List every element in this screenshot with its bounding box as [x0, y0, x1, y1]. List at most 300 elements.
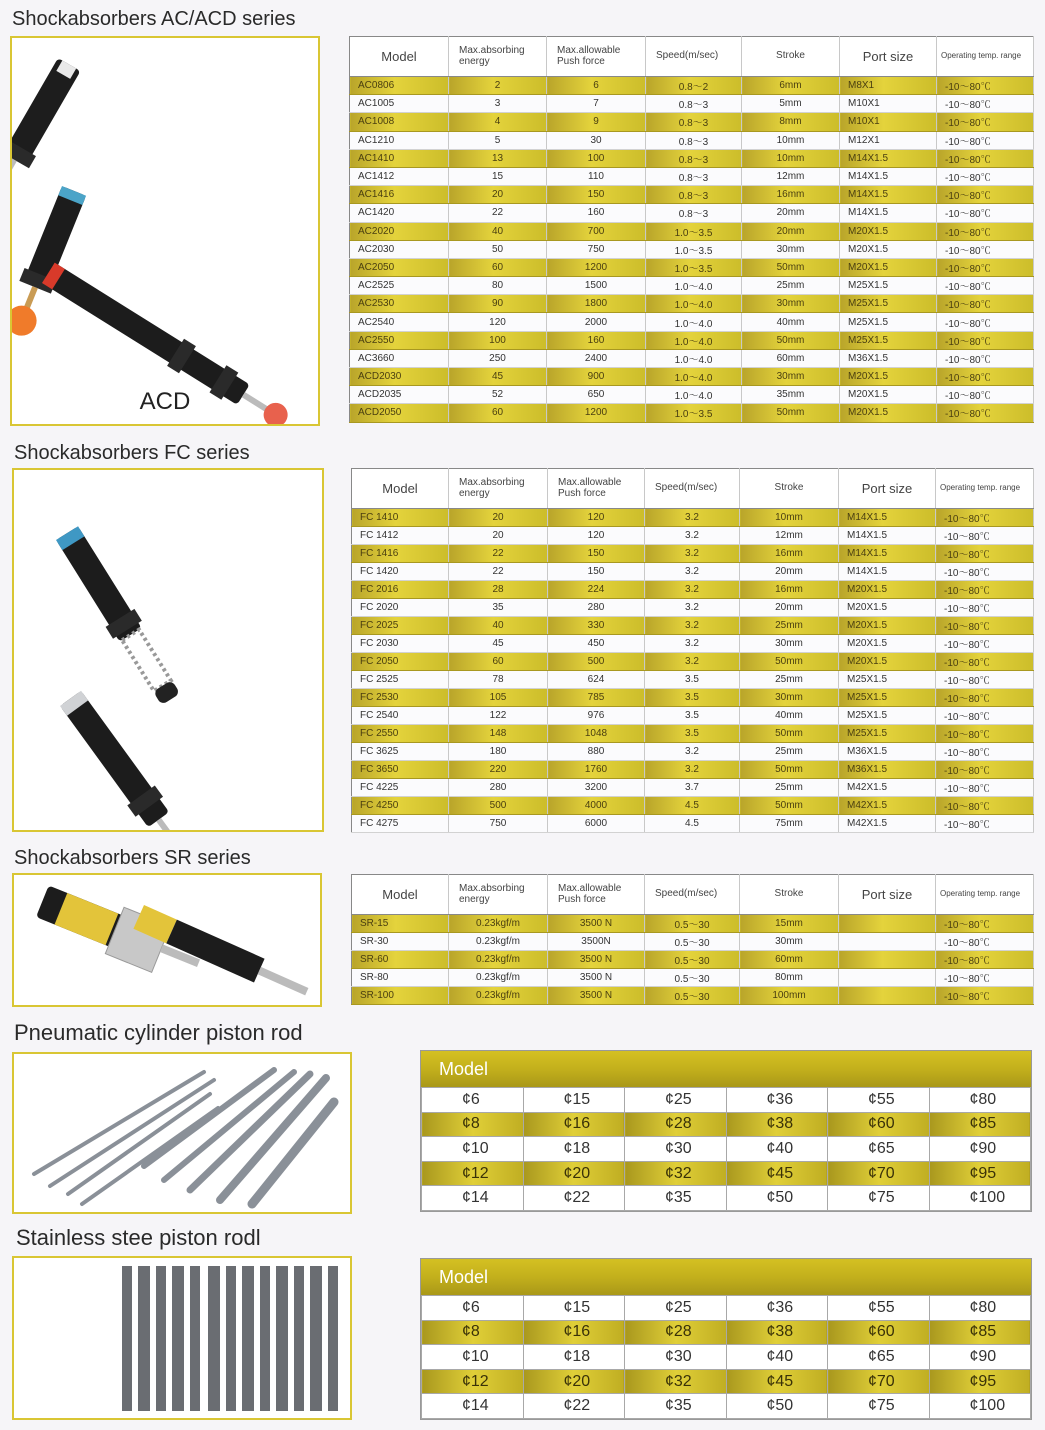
table-row [350, 313, 1034, 331]
cell-energy: 5 [449, 131, 547, 149]
cell-energy: 750 [449, 815, 548, 833]
rod-diameter-cell: ¢65 [828, 1345, 930, 1370]
rod-diameter-cell: ¢85 [929, 1320, 1031, 1345]
cell-model: FC 2525 [352, 671, 449, 689]
cell-speed: 0.5～30 [645, 933, 740, 951]
cell-port: M25X1.5 [839, 725, 936, 743]
table-row [352, 761, 1034, 779]
table-row [352, 815, 1034, 833]
cell-port: M36X1.5 [840, 349, 937, 367]
cell-stroke: 12mm [742, 167, 840, 185]
cell-port: M8X1 [840, 77, 937, 95]
fc-product-photo [12, 468, 324, 832]
cell-energy: 13 [449, 149, 547, 167]
cell-speed: 4.5 [645, 815, 740, 833]
rod-diameter-cell: ¢28 [625, 1112, 727, 1137]
cell-force: 6000 [548, 815, 645, 833]
table-row [350, 258, 1034, 276]
cell-temp: -10～80℃ [936, 581, 1034, 599]
cell-force: 4000 [548, 797, 645, 815]
cell-stroke: 20mm [740, 563, 839, 581]
cell-force: 450 [548, 635, 645, 653]
cell-port: M25X1.5 [839, 689, 936, 707]
cell-energy: 22 [449, 563, 548, 581]
cell-model: SR-15 [352, 915, 449, 933]
cell-stroke: 50mm [742, 331, 840, 349]
cell-temp: -10～80℃ [936, 635, 1034, 653]
rod-diameter-cell: ¢15 [523, 1088, 625, 1113]
cell-speed: 0.8～3 [646, 186, 742, 204]
cell-port: M36X1.5 [839, 743, 936, 761]
cell-speed: 1.0～4.0 [646, 386, 742, 404]
cell-stroke: 8mm [742, 113, 840, 131]
table-row [422, 1088, 1031, 1113]
table-row [350, 222, 1034, 240]
rod-diameter-cell: ¢55 [828, 1088, 930, 1113]
rod-diameter-cell: ¢95 [929, 1369, 1031, 1394]
cell-energy: 120 [449, 313, 547, 331]
col-temp: Operating temp. range [937, 37, 1034, 77]
rod-diameter-cell: ¢8 [422, 1112, 524, 1137]
cell-stroke: 40mm [742, 313, 840, 331]
cell-stroke: 30mm [742, 368, 840, 386]
rod-diameter-cell: ¢85 [929, 1112, 1031, 1137]
table-row [352, 707, 1034, 725]
cell-stroke: 16mm [742, 186, 840, 204]
cell-model: FC 1416 [352, 545, 449, 563]
rod-diameter-cell: ¢70 [828, 1369, 930, 1394]
cell-stroke: 50mm [742, 404, 840, 422]
table-row [422, 1394, 1031, 1419]
cell-port: M20X1.5 [840, 240, 937, 258]
rod-diameter-cell: ¢30 [625, 1345, 727, 1370]
shock-absorber-image [14, 470, 322, 830]
cell-port: M14X1.5 [840, 149, 937, 167]
cell-temp: -10～80℃ [936, 743, 1034, 761]
cell-energy: 90 [449, 295, 547, 313]
sr-section-title: Shockabsorbers SR series [14, 847, 251, 869]
cell-energy: 28 [449, 581, 548, 599]
cell-port: M20X1.5 [840, 368, 937, 386]
rod-diameter-cell: ¢32 [625, 1369, 727, 1394]
table-row [352, 797, 1034, 815]
cell-port: M12X1 [840, 131, 937, 149]
cell-speed: 1.0～4.0 [646, 349, 742, 367]
cell-force: 3500 N [548, 915, 645, 933]
cell-temp: -10～80℃ [936, 815, 1034, 833]
cell-force: 330 [548, 617, 645, 635]
cell-port: M20X1.5 [840, 404, 937, 422]
cell-speed: 3.2 [645, 581, 740, 599]
cell-port [839, 969, 936, 987]
cell-stroke: 100mm [740, 987, 839, 1005]
table-row [352, 743, 1034, 761]
cell-temp: -10～80℃ [936, 951, 1034, 969]
table-row [352, 725, 1034, 743]
cell-stroke: 30mm [740, 635, 839, 653]
rod-diameter-cell: ¢60 [828, 1112, 930, 1137]
cell-force: 1760 [548, 761, 645, 779]
rod-diameter-cell: ¢65 [828, 1137, 930, 1162]
cell-speed: 0.8～3 [646, 167, 742, 185]
cell-temp: -10～80℃ [937, 149, 1034, 167]
rod-diameter-cell: ¢18 [523, 1345, 625, 1370]
cell-force: 500 [548, 653, 645, 671]
cell-energy: 100 [449, 331, 547, 349]
cell-stroke: 20mm [742, 204, 840, 222]
col-force: Max.allowable Push force [547, 37, 646, 77]
table-row [350, 331, 1034, 349]
cell-temp: -10～80℃ [936, 689, 1034, 707]
cell-port: M10X1 [840, 95, 937, 113]
cell-temp: -10～80℃ [936, 797, 1034, 815]
cell-model: AC2530 [350, 295, 449, 313]
rod-diameter-cell: ¢10 [422, 1137, 524, 1162]
cell-temp: -10～80℃ [937, 95, 1034, 113]
rod-diameter-cell: ¢100 [929, 1394, 1031, 1419]
cell-speed: 3.2 [645, 527, 740, 545]
cell-temp: -10～80℃ [937, 404, 1034, 422]
col-speed: Speed(m/sec) [645, 469, 740, 509]
cell-model: FC 4250 [352, 797, 449, 815]
cell-model: FC 1410 [352, 509, 449, 527]
table-row [422, 1320, 1031, 1345]
cell-stroke: 30mm [740, 689, 839, 707]
rod-diameter-cell: ¢6 [422, 1088, 524, 1113]
cell-temp: -10～80℃ [936, 509, 1034, 527]
shock-absorber-image [12, 38, 318, 424]
cell-energy: 60 [449, 404, 547, 422]
rod-diameter-cell: ¢35 [625, 1394, 727, 1419]
cell-stroke: 35mm [742, 386, 840, 404]
cell-force: 6 [547, 77, 646, 95]
cell-force: 1500 [547, 277, 646, 295]
col-speed: Speed(m/sec) [646, 37, 742, 77]
cell-speed: 3.2 [645, 761, 740, 779]
rod-diameter-cell: ¢55 [828, 1296, 930, 1321]
rod-diameter-cell: ¢100 [929, 1186, 1031, 1211]
table-row [352, 779, 1034, 797]
cell-speed: 0.8～2 [646, 77, 742, 95]
rod-diameter-cell: ¢16 [523, 1320, 625, 1345]
rod-diameter-cell: ¢32 [625, 1161, 727, 1186]
cell-force: 880 [548, 743, 645, 761]
cell-force: 3500 N [548, 987, 645, 1005]
rod-diameter-cell: ¢6 [422, 1296, 524, 1321]
cell-temp: -10～80℃ [936, 545, 1034, 563]
cell-model: AC2050 [350, 258, 449, 276]
table-row [352, 545, 1034, 563]
cell-speed: 0.8～3 [646, 149, 742, 167]
shock-absorber-image [14, 875, 320, 1005]
col-energy: Max.absorbing energy [449, 37, 547, 77]
cell-port: M42X1.5 [839, 797, 936, 815]
cell-force: 120 [548, 509, 645, 527]
cell-model: FC 2540 [352, 707, 449, 725]
cell-port: M14X1.5 [839, 563, 936, 581]
cell-port: M25X1.5 [840, 313, 937, 331]
cell-model: AC2020 [350, 222, 449, 240]
cell-speed: 3.2 [645, 743, 740, 761]
cell-force: 750 [547, 240, 646, 258]
cell-force: 3500 N [548, 951, 645, 969]
col-model: Model [352, 875, 449, 915]
fc-section-title: Shockabsorbers FC series [14, 442, 250, 464]
cell-port [839, 933, 936, 951]
cell-speed: 0.8～3 [646, 204, 742, 222]
pneumatic-rod-photo [12, 1052, 352, 1214]
cell-speed: 3.5 [645, 725, 740, 743]
cell-force: 100 [547, 149, 646, 167]
cell-temp: -10～80℃ [936, 969, 1034, 987]
cell-stroke: 25mm [742, 277, 840, 295]
table-row [350, 204, 1034, 222]
cell-stroke: 50mm [740, 725, 839, 743]
cell-model: AC1008 [350, 113, 449, 131]
cell-port [839, 915, 936, 933]
cell-speed: 0.8～3 [646, 113, 742, 131]
cell-speed: 0.5～30 [645, 951, 740, 969]
rod-diameter-cell: ¢15 [523, 1296, 625, 1321]
sr-spec-table [351, 874, 1034, 1005]
cell-temp: -10～80℃ [937, 277, 1034, 295]
cell-temp: -10～80℃ [937, 349, 1034, 367]
cell-energy: 15 [449, 167, 547, 185]
cell-temp: -10～80℃ [936, 599, 1034, 617]
cell-port: M20X1.5 [839, 599, 936, 617]
rod-diameter-cell: ¢90 [929, 1137, 1031, 1162]
stainless-model-header: Model [421, 1259, 1031, 1295]
cell-model: AC1210 [350, 131, 449, 149]
col-model: Model [350, 37, 449, 77]
cell-model: AC2030 [350, 240, 449, 258]
rod-diameter-cell: ¢40 [726, 1137, 828, 1162]
cell-speed: 0.8～3 [646, 131, 742, 149]
table-row [350, 149, 1034, 167]
rod-diameter-cell: ¢16 [523, 1112, 625, 1137]
cell-speed: 1.0～4.0 [646, 313, 742, 331]
cell-temp: -10～80℃ [937, 240, 1034, 258]
cell-temp: -10～80℃ [936, 987, 1034, 1005]
cell-speed: 3.2 [645, 635, 740, 653]
table-row [352, 563, 1034, 581]
cell-force: 280 [548, 599, 645, 617]
cell-force: 650 [547, 386, 646, 404]
cell-model: AC2525 [350, 277, 449, 295]
rod-diameter-cell: ¢25 [625, 1296, 727, 1321]
cell-temp: -10～80℃ [937, 113, 1034, 131]
stainless-section-title: Stainless stee piston rodl [16, 1225, 261, 1250]
rod-diameter-cell: ¢14 [422, 1186, 524, 1211]
cell-temp: -10～80℃ [936, 915, 1034, 933]
cell-energy: 280 [449, 779, 548, 797]
cell-port: M36X1.5 [839, 761, 936, 779]
cell-port: M20X1.5 [840, 386, 937, 404]
cell-speed: 3.5 [645, 671, 740, 689]
cell-model: FC 4225 [352, 779, 449, 797]
cell-model: AC1420 [350, 204, 449, 222]
rod-diameter-cell: ¢14 [422, 1394, 524, 1419]
cell-energy: 2 [449, 77, 547, 95]
cell-energy: 0.23kgf/m [449, 987, 548, 1005]
col-temp: Operating temp. range [936, 875, 1034, 915]
cell-temp: -10～80℃ [937, 77, 1034, 95]
cell-stroke: 40mm [740, 707, 839, 725]
cell-model: AC1412 [350, 167, 449, 185]
cell-speed: 1.0～3.5 [646, 240, 742, 258]
cell-force: 9 [547, 113, 646, 131]
rod-diameter-cell: ¢25 [625, 1088, 727, 1113]
cell-model: AC2550 [350, 331, 449, 349]
cell-energy: 20 [449, 509, 548, 527]
cell-energy: 180 [449, 743, 548, 761]
table-row [422, 1137, 1031, 1162]
rod-diameter-cell: ¢22 [523, 1186, 625, 1211]
col-port: Port size [839, 469, 936, 509]
cell-force: 785 [548, 689, 645, 707]
cell-stroke: 75mm [740, 815, 839, 833]
cell-force: 3500N [548, 933, 645, 951]
cell-stroke: 25mm [740, 617, 839, 635]
col-temp: Operating temp. range [936, 469, 1034, 509]
table-row [350, 386, 1034, 404]
cell-temp: -10～80℃ [937, 258, 1034, 276]
cell-port: M25X1.5 [839, 707, 936, 725]
cell-stroke: 5mm [742, 95, 840, 113]
cell-energy: 80 [449, 277, 547, 295]
cell-speed: 3.5 [645, 689, 740, 707]
cell-force: 624 [548, 671, 645, 689]
cell-stroke: 6mm [742, 77, 840, 95]
piston-rod-image [14, 1258, 350, 1418]
cell-model: SR-30 [352, 933, 449, 951]
cell-model: FC 2030 [352, 635, 449, 653]
table-row [350, 113, 1034, 131]
col-model: Model [352, 469, 449, 509]
cell-port: M20X1.5 [839, 617, 936, 635]
cell-energy: 148 [449, 725, 548, 743]
table-row [352, 915, 1034, 933]
cell-model: ACD2035 [350, 386, 449, 404]
col-energy: Max.absorbing energy [449, 469, 548, 509]
cell-stroke: 25mm [740, 671, 839, 689]
cell-temp: -10～80℃ [936, 707, 1034, 725]
cell-stroke: 16mm [740, 581, 839, 599]
rod-diameter-cell: ¢12 [422, 1369, 524, 1394]
fc-spec-table [351, 468, 1034, 833]
cell-temp: -10～80℃ [936, 725, 1034, 743]
rod-diameter-cell: ¢28 [625, 1320, 727, 1345]
cell-stroke: 30mm [740, 933, 839, 951]
cell-speed: 0.5～30 [645, 915, 740, 933]
cell-port: M25X1.5 [839, 671, 936, 689]
cell-model: FC 3650 [352, 761, 449, 779]
cell-model: FC 2530 [352, 689, 449, 707]
table-row [350, 295, 1034, 313]
cell-energy: 0.23kgf/m [449, 933, 548, 951]
cell-energy: 4 [449, 113, 547, 131]
cell-energy: 40 [449, 222, 547, 240]
cell-force: 150 [548, 563, 645, 581]
cell-port: M20X1.5 [840, 222, 937, 240]
table-row [350, 404, 1034, 422]
table-row [352, 599, 1034, 617]
table-row [352, 653, 1034, 671]
cell-port: M25X1.5 [840, 277, 937, 295]
table-row [350, 77, 1034, 95]
cell-speed: 1.0～4.0 [646, 277, 742, 295]
table-row [352, 527, 1034, 545]
table-row [350, 186, 1034, 204]
stainless-rod-photo [12, 1256, 352, 1420]
cell-speed: 1.0～4.0 [646, 368, 742, 386]
cell-force: 30 [547, 131, 646, 149]
cell-stroke: 50mm [740, 761, 839, 779]
cell-speed: 3.2 [645, 563, 740, 581]
cell-speed: 3.2 [645, 509, 740, 527]
table-row [352, 951, 1034, 969]
acd-product-photo [10, 36, 320, 426]
table-row [352, 671, 1034, 689]
cell-force: 150 [547, 186, 646, 204]
cell-energy: 50 [449, 240, 547, 258]
cell-energy: 220 [449, 761, 548, 779]
table-row [350, 277, 1034, 295]
cell-stroke: 12mm [740, 527, 839, 545]
table-row [352, 987, 1034, 1005]
cell-temp: -10～80℃ [937, 167, 1034, 185]
cell-energy: 105 [449, 689, 548, 707]
cell-model: SR-80 [352, 969, 449, 987]
cell-port: M20X1.5 [839, 581, 936, 599]
cell-port: M20X1.5 [840, 258, 937, 276]
cell-port: M42X1.5 [839, 779, 936, 797]
cell-speed: 0.5～30 [645, 987, 740, 1005]
rod-diameter-cell: ¢70 [828, 1161, 930, 1186]
table-row [352, 509, 1034, 527]
rod-diameter-cell: ¢45 [726, 1161, 828, 1186]
col-port: Port size [840, 37, 937, 77]
rod-diameter-cell: ¢50 [726, 1186, 828, 1211]
cell-speed: 1.0～4.0 [646, 295, 742, 313]
cell-force: 3500 N [548, 969, 645, 987]
cell-stroke: 30mm [742, 240, 840, 258]
cell-model: FC 1420 [352, 563, 449, 581]
cell-force: 700 [547, 222, 646, 240]
rod-diameter-cell: ¢36 [726, 1088, 828, 1113]
cell-force: 7 [547, 95, 646, 113]
cell-stroke: 50mm [740, 653, 839, 671]
cell-model: SR-60 [352, 951, 449, 969]
table-row [352, 969, 1034, 987]
cell-force: 976 [548, 707, 645, 725]
acd-section-title: Shockabsorbers AC/ACD series [12, 8, 296, 30]
cell-model: AC1410 [350, 149, 449, 167]
ac-spec-table [349, 36, 1034, 423]
cell-port: M14X1.5 [839, 527, 936, 545]
cell-force: 3200 [548, 779, 645, 797]
cell-model: AC2540 [350, 313, 449, 331]
cell-force: 160 [547, 331, 646, 349]
cell-energy: 20 [449, 527, 548, 545]
table-row [422, 1112, 1031, 1137]
cell-model: AC1416 [350, 186, 449, 204]
cell-energy: 60 [449, 258, 547, 276]
cell-model: AC1005 [350, 95, 449, 113]
cell-stroke: 50mm [740, 797, 839, 815]
cell-stroke: 60mm [740, 951, 839, 969]
table-row [350, 131, 1034, 149]
